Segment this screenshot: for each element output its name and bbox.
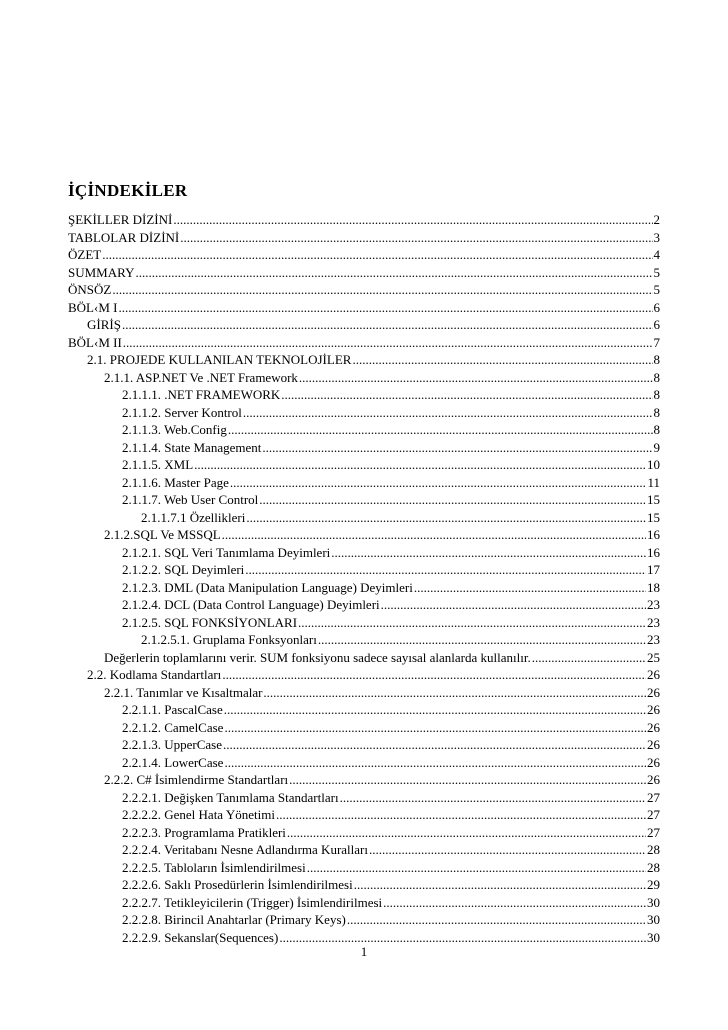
toc-dot-leader: [383, 894, 646, 912]
toc-entry[interactable]: [68, 684, 660, 702]
toc-dot-leader: [347, 911, 646, 929]
toc-dot-leader: [246, 509, 646, 527]
toc-entry[interactable]: [68, 649, 660, 667]
toc-dot-leader: [299, 369, 653, 387]
toc-entry-title: 2.2.2.6. Saklı Prosedürlerin İsimlendirilmesi: [122, 877, 353, 892]
toc-dot-leader: [224, 701, 646, 719]
toc-entry-page: 26: [647, 737, 660, 752]
toc-entry[interactable]: [68, 264, 660, 282]
toc-entry[interactable]: [68, 509, 660, 527]
toc-entry[interactable]: [68, 386, 660, 404]
toc-entry[interactable]: [68, 894, 660, 912]
toc-entry-page: 5: [653, 282, 660, 297]
toc-dot-leader: [289, 771, 646, 789]
toc-entry-page: 15: [647, 509, 660, 525]
toc-dot-leader: [243, 404, 653, 422]
toc-entry-title: 2.1.2.3. DML (Data Manipulation Language) Deyimleri: [122, 579, 413, 595]
toc-entry-page: 26: [647, 684, 660, 700]
toc-dot-leader: [102, 246, 652, 264]
toc-entry-title: 2.1.1.5. XML: [122, 457, 194, 472]
toc-dot-leader: [281, 386, 652, 404]
toc-entry-page: 30: [647, 894, 660, 910]
toc-entry-page: 4: [653, 247, 660, 262]
toc-entry-page: 29: [647, 877, 660, 892]
toc-entry-title: 2.2.2.5. Tabloların İsimlendirilmesi: [122, 859, 306, 875]
toc-dot-leader: [245, 561, 646, 579]
toc-entry[interactable]: [68, 526, 660, 544]
toc-entry-page: 3: [653, 229, 660, 245]
toc-entry-page: 27: [647, 789, 660, 805]
toc-dot-leader: [259, 491, 646, 509]
toc-entry-title: 2.1.2.5.1. Gruplama Fonksyonları: [141, 632, 317, 647]
toc-dot-leader: [230, 474, 647, 492]
toc-entry[interactable]: [68, 299, 660, 317]
toc-entry-title: ÖNSÖZ: [68, 282, 112, 297]
toc-entry[interactable]: [68, 491, 660, 509]
toc-entry-page: 15: [647, 492, 660, 507]
toc-entry-page: 6: [653, 317, 660, 332]
toc-entry-page: 6: [653, 299, 660, 315]
toc-entry-page: 2: [653, 212, 660, 227]
toc-entry-page: 28: [647, 842, 660, 857]
toc-entry-page: 8: [653, 404, 660, 420]
toc-entry[interactable]: [68, 701, 660, 719]
toc-entry[interactable]: [68, 806, 660, 824]
toc-dot-leader: [287, 824, 646, 842]
toc-entry[interactable]: [68, 404, 660, 422]
toc-entry-page: 7: [653, 334, 660, 350]
toc-dot-leader: [298, 614, 646, 632]
toc-dot-leader: [228, 421, 653, 439]
toc-dot-leader: [222, 666, 646, 684]
toc-dot-leader: [340, 789, 646, 807]
toc-entry-page: 8: [653, 369, 660, 385]
toc-entry-page: 9: [653, 439, 660, 455]
toc-entry-title: 2.1.1.3. Web.Config: [122, 422, 227, 437]
toc-entry[interactable]: [68, 544, 660, 562]
toc-entry-page: 23: [647, 597, 660, 612]
toc-entry-page: 5: [653, 264, 660, 280]
toc-entry[interactable]: [68, 561, 660, 579]
toc-entry[interactable]: [68, 211, 660, 229]
toc-entry-title: 2.1.1.6. Master Page: [122, 474, 229, 490]
table-of-contents: [68, 211, 660, 946]
toc-entry-title: 2.1.2.2. SQL Deyimleri: [122, 562, 245, 577]
toc-entry-page: 8: [653, 422, 660, 437]
toc-entry-title: BÖL‹M I: [68, 299, 118, 315]
toc-entry[interactable]: [68, 666, 660, 684]
toc-entry-title: TABLOLAR DİZİNİ: [68, 229, 180, 245]
toc-entry-title: 2.2.2.9. Sekanslar(Sequences): [122, 929, 279, 945]
toc-entry[interactable]: [68, 911, 660, 929]
toc-entry-title: 2.1. PROJEDE KULLANILAN TEKNOLOJİLER: [87, 352, 352, 367]
toc-entry[interactable]: [68, 596, 660, 614]
toc-entry[interactable]: [68, 841, 660, 859]
toc-entry[interactable]: [68, 281, 660, 299]
toc-dot-leader: [276, 806, 646, 824]
toc-heading: İÇİNDEKİLER: [68, 181, 188, 200]
toc-entry-title: 2.2.2.4. Veritabanı Nesne Adlandırma Kuralları: [122, 842, 368, 857]
toc-dot-leader: [369, 841, 646, 859]
toc-entry[interactable]: [68, 876, 660, 894]
toc-dot-leader: [223, 736, 646, 754]
toc-entry-title: 2.2.1. Tanımlar ve Kısaltmalar: [104, 684, 263, 700]
toc-entry-title: 2.1.1.7. Web User Control: [122, 492, 259, 507]
toc-dot-leader: [180, 229, 652, 247]
toc-entry-title: 2.2. Kodlama Standartları: [87, 667, 222, 682]
toc-entry-title: 2.1.1.4. State Management: [122, 439, 262, 455]
toc-entry-page: 18: [647, 579, 660, 595]
toc-entry-title: GİRİŞ: [87, 317, 121, 332]
toc-entry-page: 16: [647, 544, 660, 560]
toc-dot-leader: [135, 264, 652, 282]
toc-dot-leader: [112, 281, 652, 299]
toc-dot-leader: [123, 334, 653, 352]
toc-dot-leader: [318, 631, 646, 649]
toc-entry-page: 23: [647, 632, 660, 647]
toc-entry-title: Değerlerin toplamlarını verir. SUM fonksiyonu sadece sayısal alanlarda kullanılır.: [104, 649, 531, 665]
toc-entry-page: 25: [647, 649, 660, 665]
toc-entry-page: 17: [647, 562, 660, 577]
toc-entry[interactable]: [68, 631, 660, 649]
toc-entry[interactable]: [68, 789, 660, 807]
toc-entry-title: 2.2.2.2. Genel Hata Yönetimi: [122, 807, 275, 822]
toc-entry-page: 28: [647, 859, 660, 875]
toc-entry-title: BÖL‹M II: [68, 334, 122, 350]
toc-entry[interactable]: [68, 719, 660, 737]
toc-entry-title: 2.1.2.SQL Ve MSSQL: [104, 527, 221, 542]
toc-entry-page: 26: [647, 719, 660, 735]
toc-dot-leader: [122, 316, 653, 334]
toc-entry-title: 2.1.1.7.1 Özellikleri: [141, 509, 246, 525]
toc-entry-page: 10: [647, 457, 660, 472]
toc-entry-title: 2.2.1.2. CamelCase: [122, 719, 224, 735]
toc-entry-page: 27: [647, 807, 660, 822]
toc-entry-title: 2.1.1.2. Server Kontrol: [122, 404, 242, 420]
toc-entry[interactable]: [68, 439, 660, 457]
toc-entry[interactable]: [68, 334, 660, 352]
toc-entry[interactable]: [68, 474, 660, 492]
toc-entry[interactable]: [68, 579, 660, 597]
toc-entry-title: 2.1.1. ASP.NET Ve .NET Framework: [104, 369, 298, 385]
toc-entry-page: 26: [647, 754, 660, 770]
toc-entry-title: 2.1.2.4. DCL (Data Control Language) Deyimleri: [122, 597, 380, 612]
toc-entry-page: 8: [653, 352, 660, 367]
toc-entry-page: 11: [647, 474, 660, 490]
toc-entry-page: 30: [647, 912, 660, 927]
toc-entry-title: 2.1.1.1. .NET FRAMEWORK: [122, 387, 281, 402]
toc-entry-title: 2.1.2.5. SQL FONKSİYONLARI: [122, 614, 298, 630]
toc-entry-page: 23: [647, 614, 660, 630]
toc-entry[interactable]: [68, 614, 660, 632]
toc-entry-page: 26: [647, 667, 660, 682]
toc-entry[interactable]: [68, 421, 660, 439]
toc-dot-leader: [352, 351, 652, 369]
toc-entry-page: 26: [647, 702, 660, 717]
toc-entry-title: 2.2.1.1. PascalCase: [122, 702, 223, 717]
toc-entry-page: 26: [647, 772, 660, 787]
toc-entry[interactable]: [68, 754, 660, 772]
toc-entry-page: 27: [647, 824, 660, 840]
toc-entry-title: 2.2.2. C# İsimlendirme Standartları: [104, 772, 289, 787]
toc-entry[interactable]: [68, 824, 660, 842]
toc-entry-title: 2.2.2.1. Değişken Tanımlama Standartları: [122, 789, 339, 805]
toc-entry[interactable]: [68, 316, 660, 334]
toc-dot-leader: [224, 754, 646, 772]
toc-dot-leader: [263, 684, 646, 702]
toc-dot-leader: [354, 876, 646, 894]
toc-dot-leader: [307, 859, 646, 877]
toc-entry[interactable]: [68, 771, 660, 789]
toc-dot-leader: [194, 456, 646, 474]
toc-dot-leader: [532, 649, 646, 667]
toc-dot-leader: [381, 596, 646, 614]
toc-entry[interactable]: [68, 369, 660, 387]
toc-entry[interactable]: [68, 246, 660, 264]
toc-entry[interactable]: [68, 859, 660, 877]
toc-entry[interactable]: [68, 229, 660, 247]
toc-entry-title: ÖZET: [68, 247, 102, 262]
page-number: 1: [360, 944, 368, 959]
toc-entry-page: 8: [653, 387, 660, 402]
toc-entry-title: SUMMARY: [68, 264, 135, 280]
toc-entry-page: 30: [647, 929, 660, 945]
toc-entry-title: ŞEKİLLER DİZİNİ: [68, 212, 173, 227]
toc-entry[interactable]: [68, 351, 660, 369]
toc-entry[interactable]: [68, 736, 660, 754]
toc-dot-leader: [173, 211, 652, 229]
toc-entry[interactable]: [68, 456, 660, 474]
toc-dot-leader: [222, 526, 646, 544]
toc-entry-title: 2.2.2.8. Birincil Anahtarlar (Primary Keys): [122, 912, 346, 927]
toc-entry-page: 16: [647, 527, 660, 542]
toc-dot-leader: [118, 299, 652, 317]
toc-dot-leader: [414, 579, 646, 597]
toc-dot-leader: [262, 439, 652, 457]
toc-dot-leader: [224, 719, 646, 737]
toc-entry-title: 2.2.1.3. UpperCase: [122, 737, 223, 752]
toc-entry-title: 2.2.2.7. Tetikleyicilerin (Trigger) İsimlendirilmesi: [122, 894, 383, 910]
toc-entry-title: 2.1.2.1. SQL Veri Tanımlama Deyimleri: [122, 544, 331, 560]
toc-entry-title: 2.2.1.4. LowerCase: [122, 754, 224, 770]
toc-entry-title: 2.2.2.3. Programlama Pratikleri: [122, 824, 286, 840]
toc-dot-leader: [331, 544, 646, 562]
